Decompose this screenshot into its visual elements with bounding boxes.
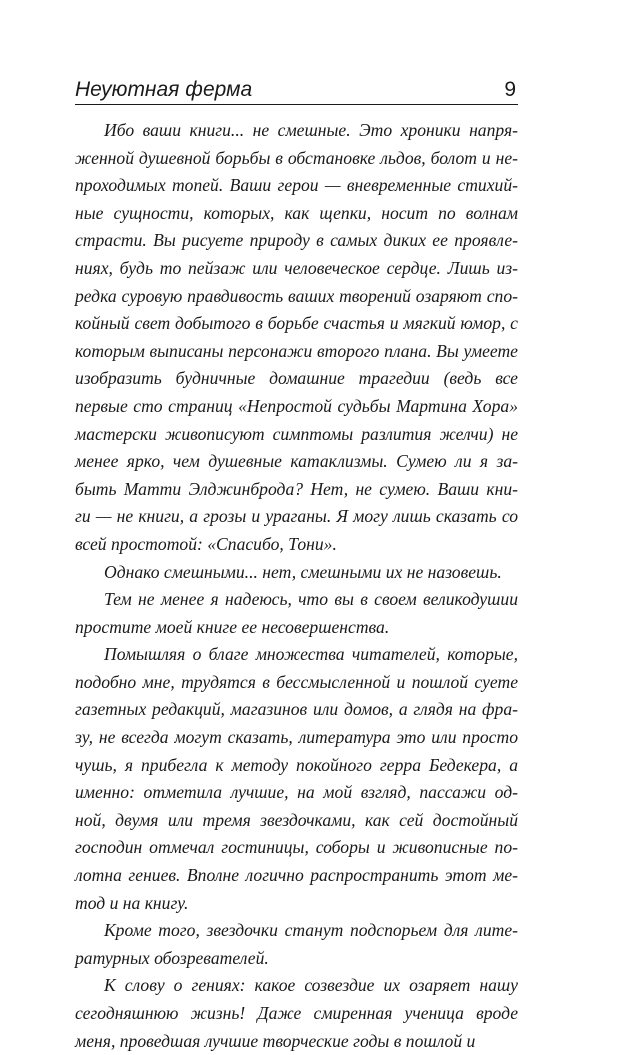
- paragraph: [75, 586, 518, 641]
- running-head: [75, 76, 518, 104]
- text-line: меня, проведшая лучшие творческие годы в пошлой и: [75, 1030, 476, 1051]
- text-line: ги — не книги, а грозы и ураганы. Я могу лишь сказать со: [75, 506, 518, 527]
- paragraph: [75, 117, 518, 559]
- text-line: тод и на книгу.: [75, 892, 189, 913]
- text-line: койный свет добытого в борьбе счастья и мягкий юмор, с: [75, 313, 518, 334]
- text-line: мастерски живописуют симптомы разлития желчи) не: [75, 423, 518, 444]
- paragraph: [75, 641, 518, 917]
- text-line: сегодняшнюю жизнь! Даже смиренная ученица вроде: [75, 1003, 518, 1023]
- text-line: господин отмечал гостиницы, соборы и живописные по-: [75, 837, 518, 858]
- body-text: [75, 117, 518, 1055]
- text-line: ные сущности, которых, как щепки, носит по волнам: [75, 202, 518, 223]
- running-title: Неуютная ферма: [75, 78, 253, 101]
- text-line: чушь, я прибегла к методу покойного герра Бедекера, а: [75, 754, 518, 775]
- header-rule: [75, 104, 518, 105]
- text-line: изобразить будничные домашние трагедии (ведь все: [75, 368, 518, 389]
- text-line: подобно мне, трудятся в бессмысленной и пошлой суете: [75, 671, 518, 692]
- text-line: лотна гениев. Вполне логично распространить этот ме-: [75, 865, 518, 886]
- text-line: Кроме того, звездочки станут подспорьем для лите-: [104, 920, 518, 941]
- text-line: ной, двумя или тремя звездочками, как сей достойный: [75, 809, 518, 830]
- text-line: ратурных обозревателей.: [75, 947, 269, 968]
- text-line: редка суровую правдивость ваших творений озаряют спо-: [75, 285, 518, 306]
- page-number: 9: [504, 78, 516, 101]
- text-line: Ибо ваши книги... не смешные. Это хроники напря-: [104, 120, 518, 140]
- text-line: газетных редакций, магазинов или домов, а глядя на фра-: [75, 699, 518, 720]
- text-line: К слову о гениях: какое созвездие их озаряет нашу: [104, 975, 518, 996]
- paragraph: [75, 917, 518, 972]
- text-line: Однако смешными... нет, смешными их не назовешь.: [104, 561, 502, 582]
- text-line: зу, не всегда могут сказать, литература это или просто: [75, 727, 518, 748]
- text-line: женной душевной борьбы в обстановке льдов, болот и не-: [75, 147, 518, 168]
- text-line: простите моей книге ее несовершенства.: [75, 616, 390, 637]
- text-line: Тем не менее я надеюсь, что вы в своем великодушии: [104, 589, 518, 610]
- text-line: именно: отметила лучшие, на мой взгляд, пассажи од-: [75, 782, 518, 803]
- paragraph: [75, 972, 518, 1055]
- text-line: менее ярко, чем душевные катаклизмы. Сумею ли я за-: [75, 451, 518, 472]
- paragraph: [75, 559, 518, 587]
- text-line: которым выписаны персонажи второго плана. Вы умеете: [75, 340, 518, 361]
- text-line: всей простотой: «Спасибо, Тони».: [75, 533, 337, 554]
- text-line: страсти. Вы рисуете природу в самых диких ее проявле-: [75, 230, 518, 251]
- text-line: первые сто страниц «Непростой судьбы Мартина Хора»: [75, 395, 518, 416]
- text-line: проходимых топей. Ваши герои — вневременные стихий-: [75, 175, 518, 196]
- text-line: Помышляя о благе множества читателей, которые,: [104, 644, 518, 665]
- text-line: ниях, будь то пейзаж или человеческое сердце. Лишь из-: [75, 257, 518, 278]
- text-line: быть Матти Элджинброда? Нет, не сумею. Ваши кни-: [75, 478, 518, 499]
